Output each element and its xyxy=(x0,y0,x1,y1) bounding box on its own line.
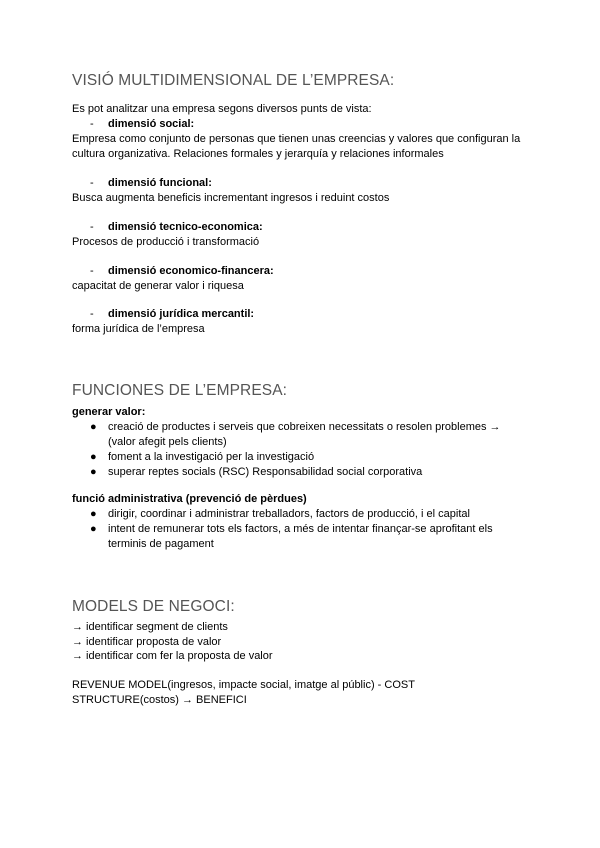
dimension-label-social: - dimensió social: xyxy=(90,118,195,130)
list-item: ● creació de productes i serveis que cobreixen necessitats o resolen problemes → (valor afegit pels clients) xyxy=(90,421,501,448)
bullet-icon: ● xyxy=(90,466,97,478)
dimension-label-funcional: - dimensió funcional: xyxy=(90,177,212,189)
dimension-desc-financera: capacitat de generar valor i riquesa xyxy=(72,280,244,292)
list-item: ● superar reptes socials (RSC) Responsabilidad social corporativa xyxy=(90,466,423,478)
bullet-icon: ● xyxy=(90,421,97,433)
bullet-icon: ● xyxy=(90,451,97,463)
model-step: → identificar segment de clients xyxy=(72,621,228,633)
dimension-desc-social-line1: Empresa como conjunto de personas que tienen unas creencias y valores que configuran la xyxy=(72,133,521,145)
section-title-multidimensional: VISIÓ MULTIDIMENSIONAL DE L’EMPRESA: xyxy=(72,72,395,89)
model-step: → identificar proposta de valor xyxy=(72,636,222,648)
dash-marker: - xyxy=(90,118,94,130)
dash-marker: - xyxy=(90,265,94,277)
list-item: ● foment a la investigació per la investigació xyxy=(90,451,315,463)
dimension-label-tecnico: - dimensió tecnico-economica: xyxy=(90,221,263,233)
dash-marker: - xyxy=(90,308,94,320)
dash-marker: - xyxy=(90,221,94,233)
dimension-desc-tecnico: Procesos de producció i transformació xyxy=(72,236,260,248)
model-step: → identificar com fer la proposta de valor xyxy=(72,650,273,662)
function-list-administrativa xyxy=(72,507,542,552)
list-item: ● intent de remunerar tots els factors, a més de intentar finançar-se aprofitant els terminis de pagament xyxy=(90,523,493,550)
section-title-models: MODELS DE NEGOCI: xyxy=(72,598,235,615)
revenue-model-text: REVENUE MODEL(ingresos, impacte social, imatge al públic) - COST STRUCTURE(costos) → BENEFICI xyxy=(72,679,415,706)
section-intro: Es pot analitzar una empresa segons diversos punts de vista: xyxy=(72,103,372,115)
dimension-desc-social-line2: cultura organizativa. Relaciones formales y jerarquía y relaciones informales xyxy=(72,148,444,160)
list-item: ● dirigir, coordinar i administrar treballadors, factors de producció, i el capital xyxy=(90,508,470,520)
bullet-icon: ● xyxy=(90,508,97,520)
function-label-administrativa: funció administrativa (prevenció de pèrdues) xyxy=(72,493,307,505)
bullet-icon: ● xyxy=(90,523,97,535)
dimension-desc-funcional: Busca augmenta beneficis incrementant ingresos i reduint costos xyxy=(72,192,390,204)
dash-marker: - xyxy=(90,177,94,189)
dimension-desc-juridica: forma jurídica de l’empresa xyxy=(72,323,205,335)
function-list-generar-valor xyxy=(72,420,542,480)
dimension-label-juridica: - dimensió jurídica mercantil: xyxy=(90,308,255,320)
function-label-generar-valor: generar valor: xyxy=(72,406,146,418)
dimension-label-financera: - dimensió economico-financera: xyxy=(90,265,274,277)
section-title-funciones: FUNCIONES DE L’EMPRESA: xyxy=(72,382,288,399)
